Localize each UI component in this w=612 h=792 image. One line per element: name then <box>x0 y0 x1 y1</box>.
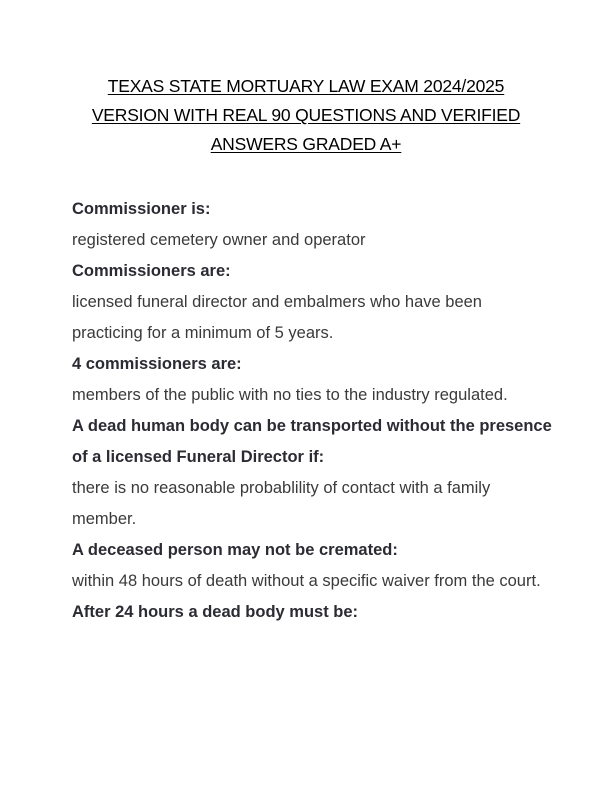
question-text: 4 commissioners are: <box>72 355 242 373</box>
question-answer-list <box>72 194 552 628</box>
answer-text: members of the public with no ties to the industry regulated. <box>72 386 508 404</box>
question-text: Commissioners are: <box>72 262 231 280</box>
document-title <box>60 72 552 159</box>
answer-text: within 48 hours of death without a specific waiver from the court. <box>72 572 541 590</box>
question-text: Commissioner is: <box>72 200 211 218</box>
question-text: A deceased person may not be cremated: <box>72 541 398 559</box>
title-line: ANSWERS GRADED A+ <box>210 134 402 154</box>
answer-text: licensed funeral director and embalmers who have been practicing for a minimum of 5 years. <box>72 293 482 342</box>
title-line: VERSION WITH REAL 90 QUESTIONS AND VERIFIED <box>91 105 521 125</box>
question-text: A dead human body can be transported without the presence of a licensed Funeral Director if: <box>72 417 552 466</box>
question-text: After 24 hours a dead body must be: <box>72 603 359 621</box>
answer-text: there is no reasonable probablility of contact with a family member. <box>72 479 491 528</box>
answer-text: registered cemetery owner and operator <box>72 231 366 249</box>
title-line: TEXAS STATE MORTUARY LAW EXAM 2024/2025 <box>107 76 505 96</box>
